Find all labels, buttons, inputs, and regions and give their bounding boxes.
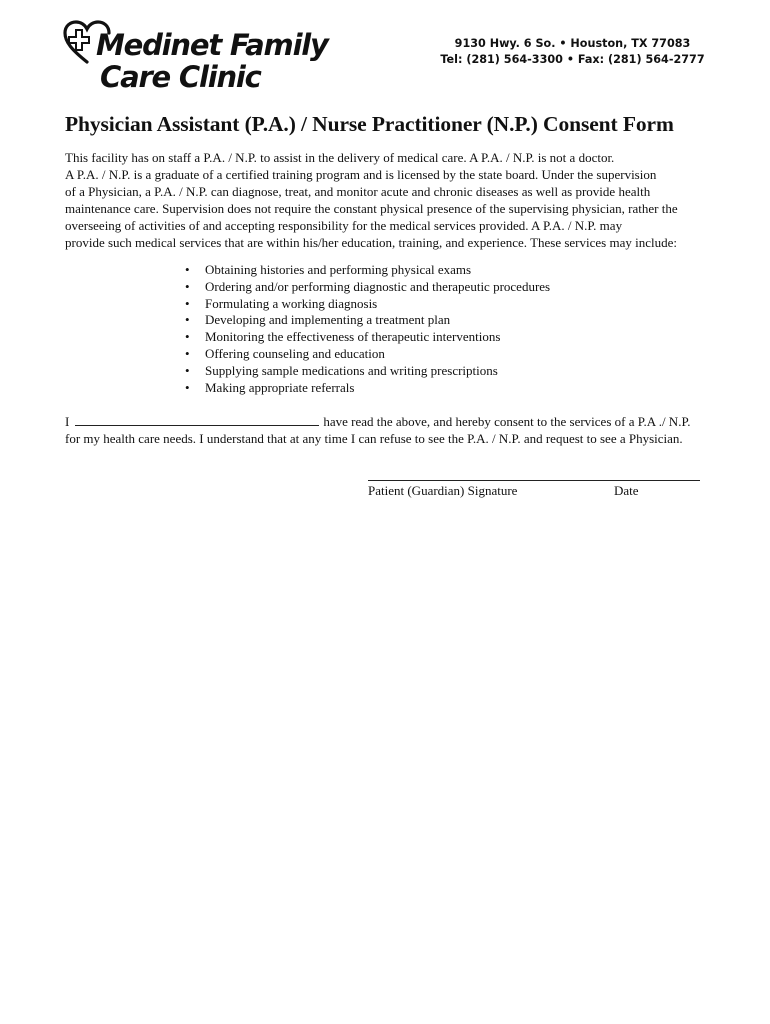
logo-name-line1: Medinet Family [96,28,328,62]
consent-statement [65,412,725,448]
contact-line: Tel: (281) 564-3300 • Fax: (281) 564-2777 [440,53,705,66]
clinic-address [440,36,705,68]
date-label: Date [614,483,639,498]
consent-line-1 [65,412,725,430]
intro-line: A P.A. / N.P. is a graduate of a certified training program and is licensed by the state board. Under the supervision [65,167,657,182]
intro-line: This facility has on staff a P.A. / N.P. to assist in the delivery of medical care. A P.A. / N.P. is not a doctor. [65,150,615,165]
intro-line: of a Physician, a P.A. / N.P. can diagnose, treat, and monitor acute and chronic diseases as well as provide health [65,184,651,199]
list-item: • Offering counseling and education [180,346,550,363]
list-item: • Obtaining histories and performing physical exams [180,262,550,279]
list-item: • Making appropriate referrals [180,380,550,397]
list-item: • Developing and implementing a treatment plan [180,312,550,329]
list-item: • Monitoring the effectiveness of therapeutic interventions [180,329,550,346]
list-item: • Ordering and/or performing diagnostic and therapeutic procedures [180,279,550,296]
consent-suffix: have read the above, and hereby consent to the services of a P.A ./ N.P. [323,414,691,429]
intro-paragraph [65,149,725,251]
logo-name-line2: Care Clinic [100,60,261,94]
signature-label: Patient (Guardian) Signature [368,483,518,498]
intro-line: maintenance care. Supervision does not require the constant physical presence of the supervising physician, rather the [65,201,678,216]
patient-name-field[interactable] [75,412,319,426]
intro-line: provide such medical services that are within his/her education, training, and experience. These services may include: [65,235,677,250]
form-title: Physician Assistant (P.A.) / Nurse Practitioner (N.P.) Consent Form [65,112,674,136]
list-item: • Formulating a working diagnosis [180,296,550,313]
address-line: 9130 Hwy. 6 So. • Houston, TX 77083 [454,37,691,50]
services-list [180,262,550,396]
signature-field[interactable] [368,480,700,481]
list-item: • Supplying sample medications and writing prescriptions [180,363,550,380]
clinic-logo [62,18,362,94]
consent-line-2: for my health care needs. I understand that at any time I can refuse to see the P.A. / N.P. and request to see a Physician. [65,431,683,446]
consent-prefix: I [65,414,70,429]
intro-line: overseeing of activities of and accepting responsibility for the medical services provided. A P.A. / N.P. may [65,218,623,233]
